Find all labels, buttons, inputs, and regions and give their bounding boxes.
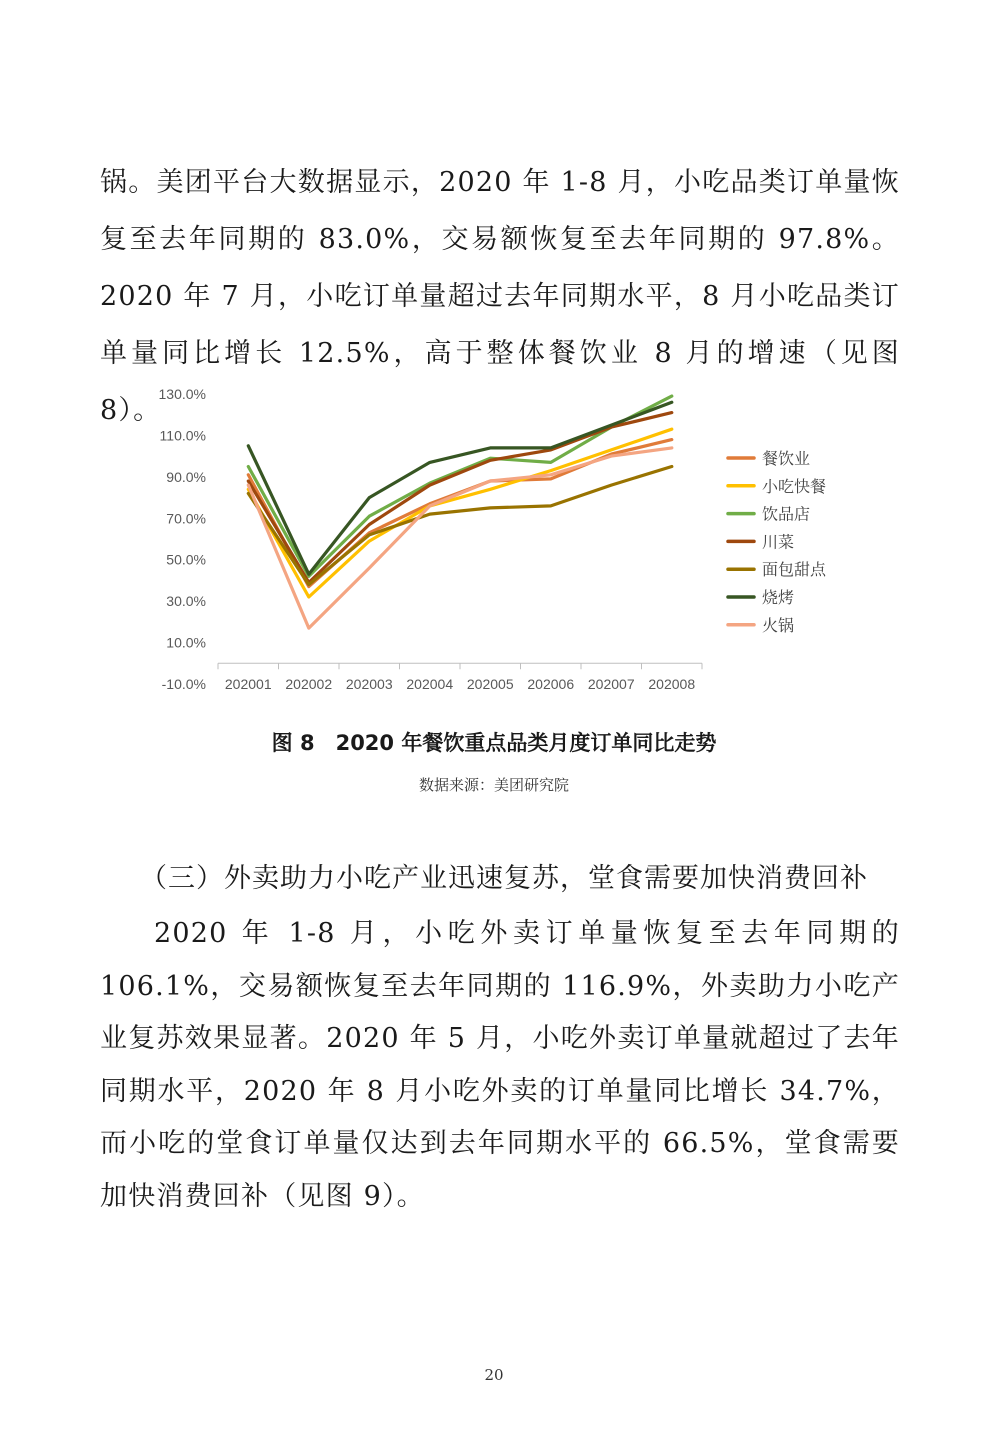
- y-tick-label: 10.0%: [166, 634, 206, 651]
- figure-source: 数据来源：美团研究院: [418, 776, 569, 794]
- x-tick-label: 202007: [587, 676, 635, 692]
- series-line-5: [248, 467, 672, 585]
- page-number: 20: [484, 1366, 504, 1384]
- legend-label: 饮品店: [762, 504, 811, 524]
- x-axis-tickmarks: [218, 663, 702, 669]
- chart-svg: [140, 376, 860, 706]
- y-tick-label: 30.0%: [166, 593, 206, 610]
- series-line-7: [248, 448, 672, 628]
- y-tick-label: 110.0%: [159, 427, 206, 444]
- y-tick-label: 130.0%: [158, 386, 206, 402]
- x-tick-label: 202004: [406, 676, 454, 692]
- legend: [728, 449, 827, 635]
- section-heading: （三）外卖助力小吃产业迅速复苏，堂食需要加快消费回补: [140, 863, 868, 894]
- intro-paragraph: 锅。美团平台大数据显示，2020 年 1-8 月，小吃品类订单量恢复至去年同期的 83.0%，交易额恢复至去年同期的 97.8%。2020 年 7 月，小吃订单量超过去年同期水平，8 月小吃品类订单量同比增长 12.5%，高于整体餐饮业 8 月的增速（见图 8）。: [100, 167, 900, 426]
- legend-label: 小吃快餐: [762, 476, 827, 496]
- y-tick-label: 50.0%: [166, 551, 206, 568]
- series-lines: [248, 396, 672, 628]
- x-tick-label: 202006: [527, 676, 575, 692]
- x-tick-label: 202005: [466, 676, 514, 692]
- line-chart: [140, 376, 860, 706]
- series-line-1: [248, 440, 672, 587]
- x-tick-label: 202008: [648, 676, 696, 692]
- section-body-paragraph: 2020 年 1-8 月，小吃外卖订单量恢复至去年同期的 106.1%，交易额恢复至去年同期的 116.9%，外卖助力小吃产业复苏效果显著。2020 年 5 月，小吃外卖订单量就超过了去年同期水平，2020 年 8 月小吃外卖的订单量同比增长 34.7%，而小吃的堂食订单量仅达到去年同期水平的 66.5%，堂食需要加快消费回补（见图 9）。: [100, 918, 900, 1212]
- y-tick-label: -10.0%: [161, 676, 206, 692]
- x-tick-label: 202001: [224, 676, 272, 692]
- x-tick-label: 202002: [285, 676, 333, 692]
- y-axis-ticks: [159, 386, 206, 692]
- y-tick-label: 90.0%: [166, 468, 206, 485]
- legend-label: 火锅: [762, 615, 795, 635]
- legend-label: 烧烤: [762, 588, 795, 607]
- legend-label: 餐饮业: [762, 449, 811, 468]
- y-tick-label: 70.0%: [166, 510, 206, 527]
- legend-label: 川菜: [762, 532, 795, 552]
- legend-label: 面包甜点: [762, 560, 827, 580]
- figure-title: 图 8 2020 年餐饮重点品类月度订单同比走势: [271, 731, 717, 755]
- x-axis-labels: [225, 676, 695, 692]
- x-tick-label: 202003: [345, 676, 393, 692]
